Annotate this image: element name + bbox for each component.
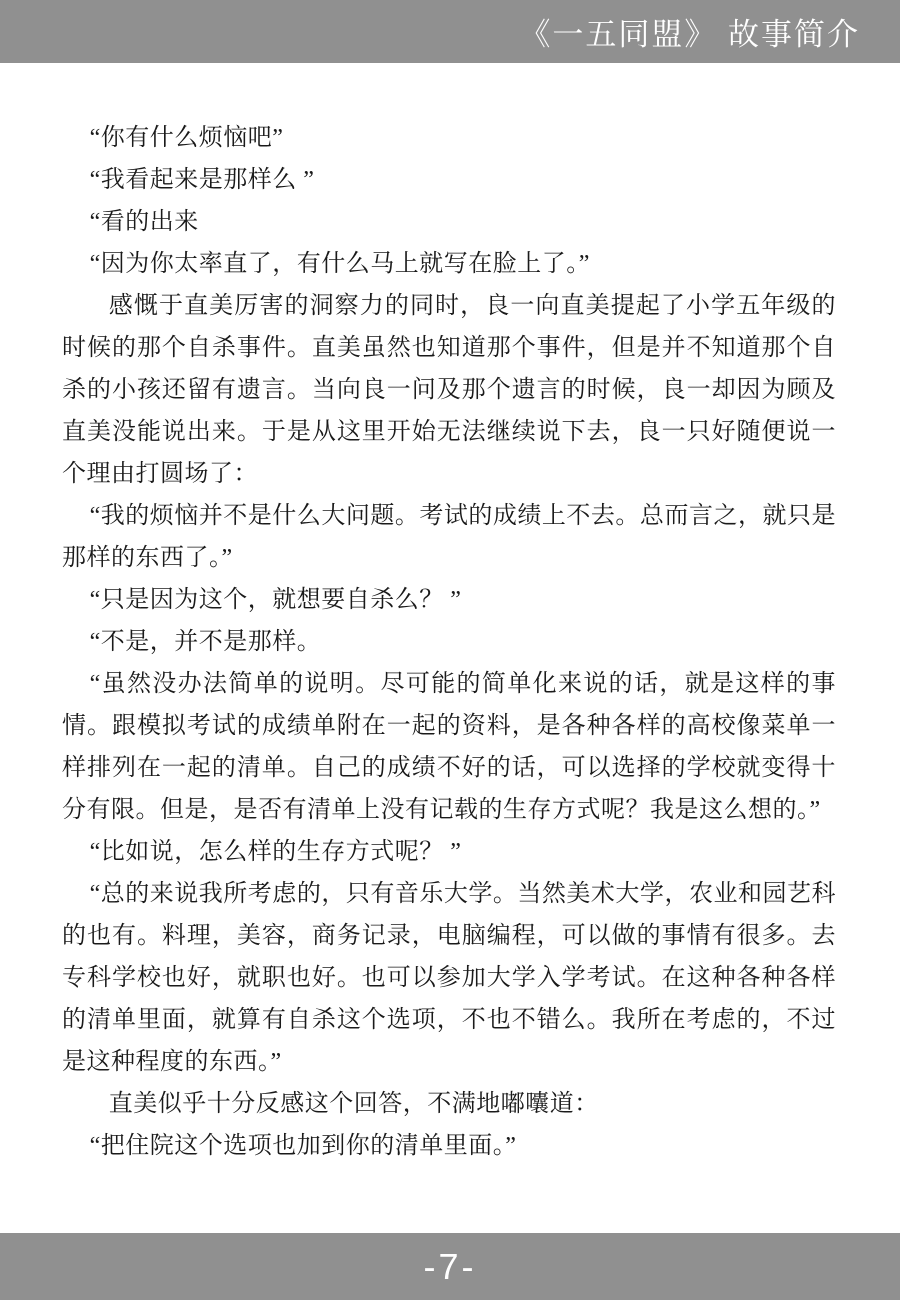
paragraph: “我的烦恼并不是什么大问题。考试的成绩上不去。总而言之，就只是那样的东西了。” <box>62 503 836 571</box>
paragraph: “不是，并不是那样。 <box>89 629 322 655</box>
paragraph: 直美似乎十分反感这个回答，不满地嘟囔道： <box>108 1091 599 1117</box>
paragraph: “因为你太率直了，有什么马上就写在脸上了。” <box>89 251 590 277</box>
page-header <box>0 0 900 63</box>
paragraph: “你有什么烦恼吧” <box>89 125 284 151</box>
paragraph: “比如说，怎么样的生存方式呢？ ” <box>89 839 462 865</box>
paragraph: 感慨于直美厉害的洞察力的同时，良一向直美提起了小学五年级的时候的那个自杀事件。直美虽然也知道那个事件，但是并不知道那个自杀的小孩还留有遗言。当向良一问及那个遗言的时候，良一却因为顾及直美没能说出来。于是从这里开始无法继续说下去，良一只好随便说一个理由打圆场了： <box>62 293 836 487</box>
page-footer <box>0 1233 900 1300</box>
paragraph: “把住院这个选项也加到你的清单里面。” <box>89 1133 517 1159</box>
paragraph: “我看起来是那样么 ” <box>89 167 315 193</box>
paragraph: “总的来说我所考虑的，只有音乐大学。当然美术大学，农业和园艺科的也有。料理，美容，商务记录，电脑编程，可以做的事情有很多。去专科学校也好，就职也好。也可以参加大学入学考试。在这种各种各样的清单里面，就算有自杀这个选项，不也不错么。我所在考虑的，不过是这种程度的东西。” <box>62 881 836 1075</box>
story-text <box>62 117 836 1167</box>
page-body <box>0 63 900 1233</box>
chapter-title: 《一五同盟》 故事简介 <box>519 17 860 52</box>
paragraph: “只是因为这个，就想要自杀么？ ” <box>89 587 462 613</box>
paragraph: “虽然没办法简单的说明。尽可能的简单化来说的话，就是这样的事情。跟模拟考试的成绩单附在一起的资料，是各种各样的高校像菜单一样排列在一起的清单。自己的成绩不好的话，可以选择的学校就变得十分有限。但是，是否有清单上没有记载的生存方式呢？我是这么想的。” <box>62 671 836 823</box>
page-number: -7- <box>423 1245 477 1287</box>
paragraph: “看的出来 <box>89 209 199 235</box>
